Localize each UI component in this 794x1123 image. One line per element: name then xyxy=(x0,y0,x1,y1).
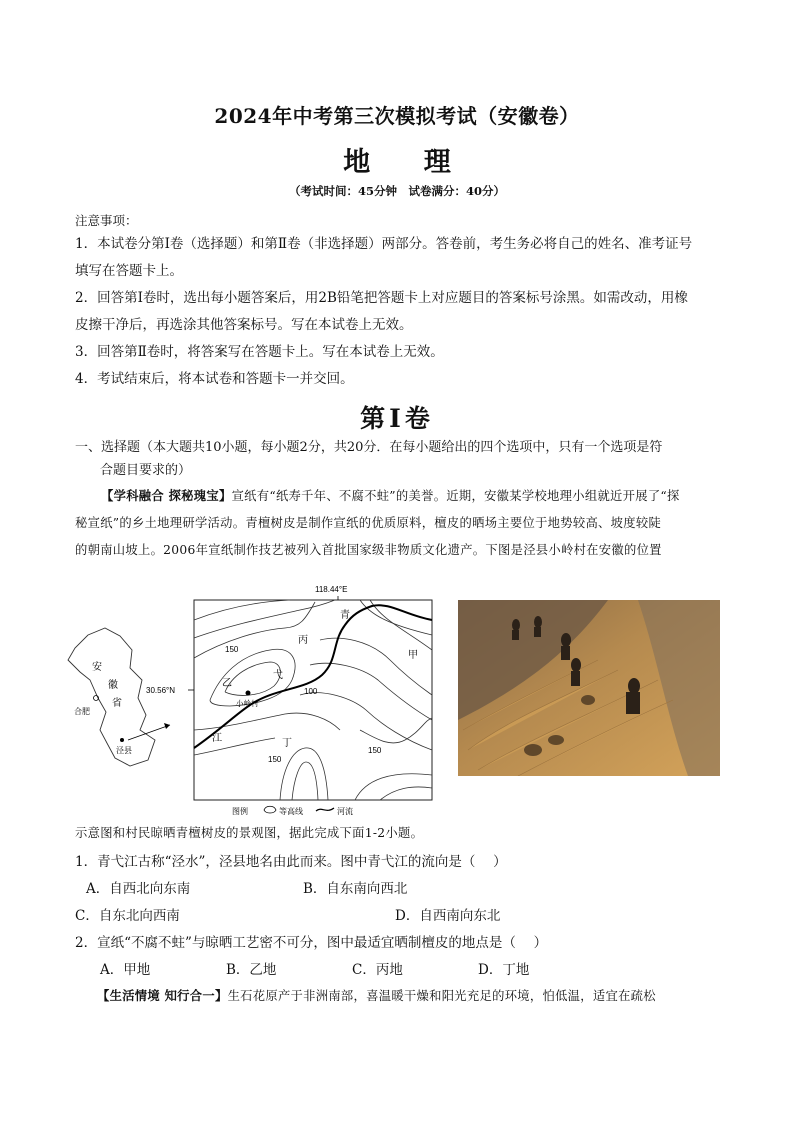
hefei-label: 合肥 xyxy=(74,707,90,716)
question-1-stem: 1．青弋江古称“泾水”，泾县地名由此而来。图中青弋江的流向是（ ） xyxy=(75,854,507,870)
q2-option-c[interactable]: C．丙地 xyxy=(352,962,403,978)
location-contour-map xyxy=(60,580,440,820)
q2-option-b[interactable]: B．乙地 xyxy=(226,962,277,978)
passage-line: 秘宣纸”的乡土地理研学活动。青檀树皮是制作宣纸的优质原料，檀皮的晒场主要位于地势较高、坡度较陡 xyxy=(75,516,662,530)
place-ding: 丁 xyxy=(282,738,292,749)
contour-map-frame xyxy=(194,600,432,800)
jingxian-dot xyxy=(120,738,124,742)
place-qing: 青 xyxy=(340,610,350,621)
contour-value: 150 xyxy=(368,746,382,755)
section-line-1: 一、选择题（本大题共10小题，每小题2分，共20分．在每小题给出的四个选项中，只有一个选项是符 xyxy=(75,440,663,455)
passage-1 xyxy=(75,483,725,509)
anhui-outline xyxy=(68,628,155,766)
note-line: 1．本试卷分第Ⅰ卷（选择题）和第Ⅱ卷（非选择题）两部分。答卷前，考生务必将自己的姓名、准考证号 xyxy=(75,236,693,252)
contour-legend-icon xyxy=(264,806,276,813)
place-bing: 丙 xyxy=(298,635,308,646)
passage-line: 示意图和村民晾晒青檀树皮的景观图，据此完成下面1-2小题。 xyxy=(75,826,424,840)
pointer-arrow xyxy=(164,723,170,729)
river-legend-icon xyxy=(316,808,334,811)
village-dot xyxy=(246,691,251,696)
q2-option-d[interactable]: D．丁地 xyxy=(478,962,530,978)
contour-value: 100 xyxy=(304,687,318,696)
legend-contour: 等高线 xyxy=(279,807,303,816)
contour-value: 150 xyxy=(268,755,282,764)
exam-subject: 地 理 xyxy=(343,147,473,178)
question-2-stem: 2．宣纸“不腐不蛀”与晾晒工艺密不可分，图中最适宜晒制檀皮的地点是（ ） xyxy=(75,935,548,951)
passage-line: 宣纸有“纸寿千年、不腐不蛀”的美誉。近期，安徽某学校地理小组就近开展了“探 xyxy=(231,489,680,503)
pointer-line xyxy=(128,725,170,740)
exam-meta: （考试时间：45分钟 试卷满分：40分） xyxy=(288,184,505,198)
longitude-label: 118.44°E xyxy=(315,585,348,594)
note-line: 4．考试结束后，将本试卷和答题卡一并交回。 xyxy=(75,371,354,387)
place-jia: 甲 xyxy=(408,650,418,661)
note-line: 皮擦干净后，再选涂其他答案标号。写在本试卷上无效。 xyxy=(75,317,413,333)
note-line: 3．回答第Ⅱ卷时，将答案写在答题卡上。写在本试卷上无效。 xyxy=(75,344,444,360)
q2-option-a[interactable]: A．甲地 xyxy=(100,962,151,978)
part-title: 第Ⅰ卷 xyxy=(360,404,434,433)
place-jiang: 江 xyxy=(212,733,222,744)
contour-lines xyxy=(194,600,432,800)
place-yi2: 弋 xyxy=(273,670,283,681)
passage-2 xyxy=(75,983,725,1009)
province-char: 徽 xyxy=(108,680,118,691)
exam-title: 2024年中考第三次模拟考试（安徽卷） xyxy=(214,104,580,128)
section-heading xyxy=(75,436,725,482)
note-line: 2．回答第Ⅰ卷时，选出每小题答案后，用2B铅笔把答题卡上对应题目的答案标号涂黑。如需改动，用橡 xyxy=(75,290,688,306)
contour-value: 150 xyxy=(225,645,239,654)
notes-heading: 注意事项： xyxy=(75,213,138,228)
village-label: 小岭村 xyxy=(236,699,259,708)
note-line: 填写在答题卡上。 xyxy=(75,263,183,279)
province-char: 省 xyxy=(112,698,122,709)
q1-option-b[interactable]: B．自东南向西北 xyxy=(303,881,408,897)
passage-tag: 【生活情境 知行合一】 xyxy=(97,988,228,1003)
jingxian-label: 泾县 xyxy=(116,746,132,755)
legend-river: 河流 xyxy=(337,807,353,816)
q1-option-d[interactable]: D．自西南向东北 xyxy=(395,908,501,924)
section-line-2: 合题目要求的） xyxy=(100,463,192,478)
passage-line: 的朝南山坡上。2006年宣纸制作技艺被列入首批国家级非物质文化遗产。下图是泾县小岭村在安徽的位置 xyxy=(75,543,662,557)
latitude-label: 30.56°N xyxy=(146,686,175,695)
province-char: 安 xyxy=(92,662,102,673)
passage-line: 生石花原产于非洲南部，喜温暖干燥和阳光充足的环境，怕低温，适宜在疏松 xyxy=(227,989,656,1003)
place-yi: 乙 xyxy=(222,678,232,689)
legend-label: 图例 xyxy=(232,807,248,816)
q1-option-a[interactable]: A．自西北向东南 xyxy=(86,881,191,897)
workers-drying-bark-photo xyxy=(458,600,720,776)
q1-option-c[interactable]: C．自东北向西南 xyxy=(75,908,180,924)
passage-tag: 【学科融合 探秘瑰宝】 xyxy=(101,488,232,503)
